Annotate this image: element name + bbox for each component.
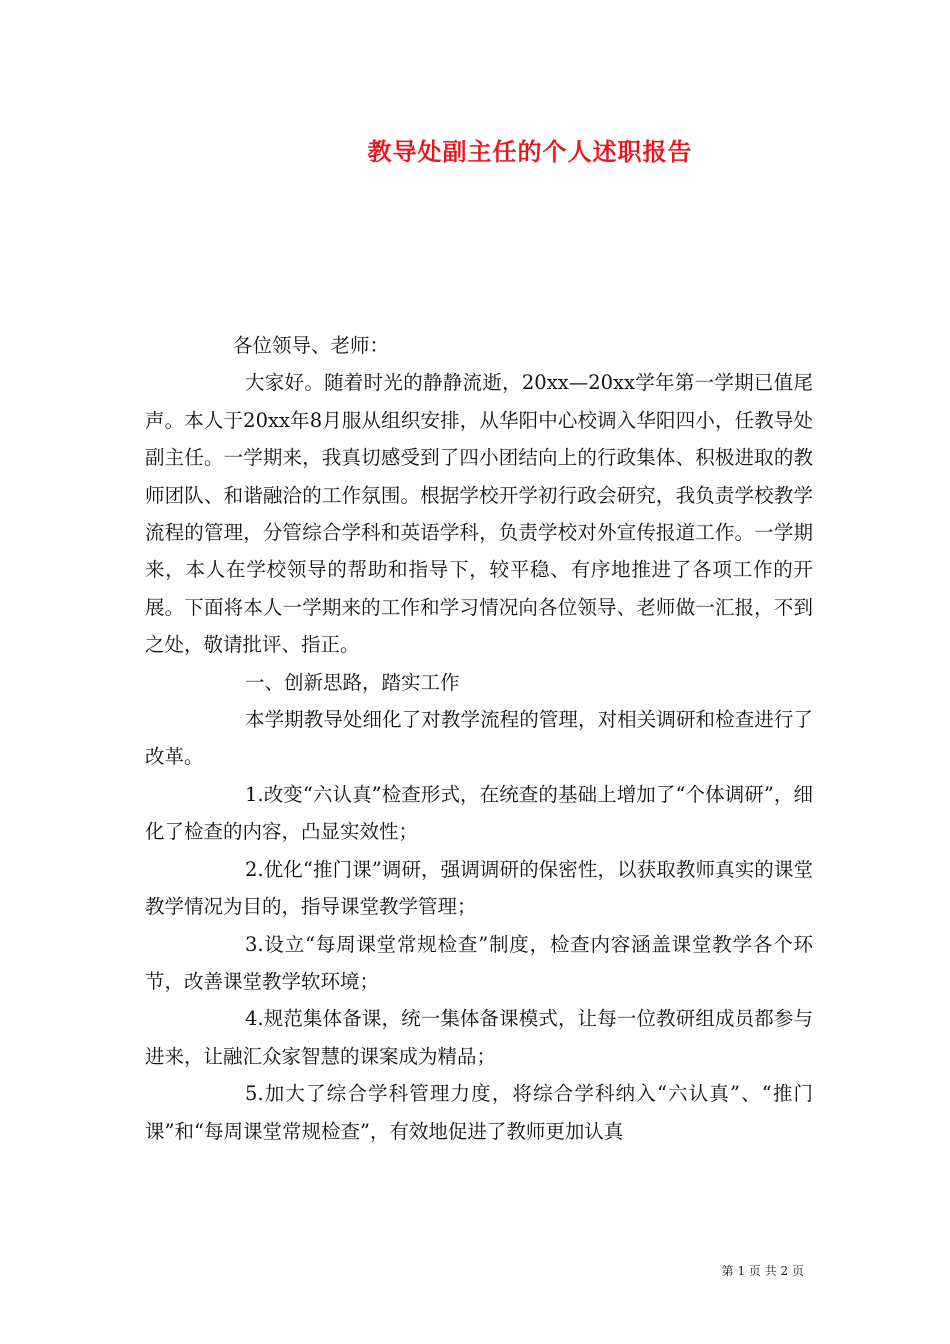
document-title: 教导处副主任的个人述职报告	[367, 137, 693, 166]
document-body	[145, 327, 813, 1150]
salutation: 各位领导、老师：	[233, 334, 390, 357]
list-item: 2.优化“推门课”调研，强调调研的保密性，以获取教师真实的课堂教学情况为目的，指导课堂教学管理；	[145, 857, 813, 919]
list-item: 4.规范集体备课，统一集体备课模式，让每一位教研组成员都参与进来，让融汇众家智慧的课案成为精品；	[145, 1007, 813, 1068]
section-intro: 本学期教导处细化了对教学流程的管理，对相关调研和检查进行了改革。	[145, 708, 813, 769]
page-number: 第 1 页 共 2 页	[721, 1264, 804, 1278]
list-item: 5.加大了综合学科管理力度，将综合学科纳入“六认真”、“推门课”和“每周课堂常规检查”，有效地促进了教师更加认真	[145, 1082, 813, 1143]
list-item: 3.设立“每周课堂常规检查”制度，检查内容涵盖课堂教学各个环节，改善课堂教学软环境；	[145, 932, 813, 993]
list-item: 1.改变“六认真”检查形式，在统查的基础上增加了“个体调研”，细化了检查的内容，凸显实效性；	[145, 782, 813, 844]
section-heading: 一、创新思路，踏实工作	[245, 670, 460, 694]
intro-paragraph: 大家好。随着时光的静静流逝，20xx—20xx学年第一学期已值尾声。本人于20xx年8月服从组织安排，从华阳中心校调入华阳四小，任教导处副主任。一学期来，我真切感受到了四小团结向上的行政集体、积极进取的教师团队、和谐融洽的工作氛围。根据学校开学初行政会研究，我负责学校教学流程的管理，分管综合学科和英语学科，负责学校对外宣传报道工作。一学期来，本人在学校领导的帮助和指导下，较平稳、有序地推进了各项工作的开展。下面将本人一学期来的工作和学习情况向各位领导、老师做一汇报，不到之处，敬请批评、指正。	[145, 371, 813, 657]
